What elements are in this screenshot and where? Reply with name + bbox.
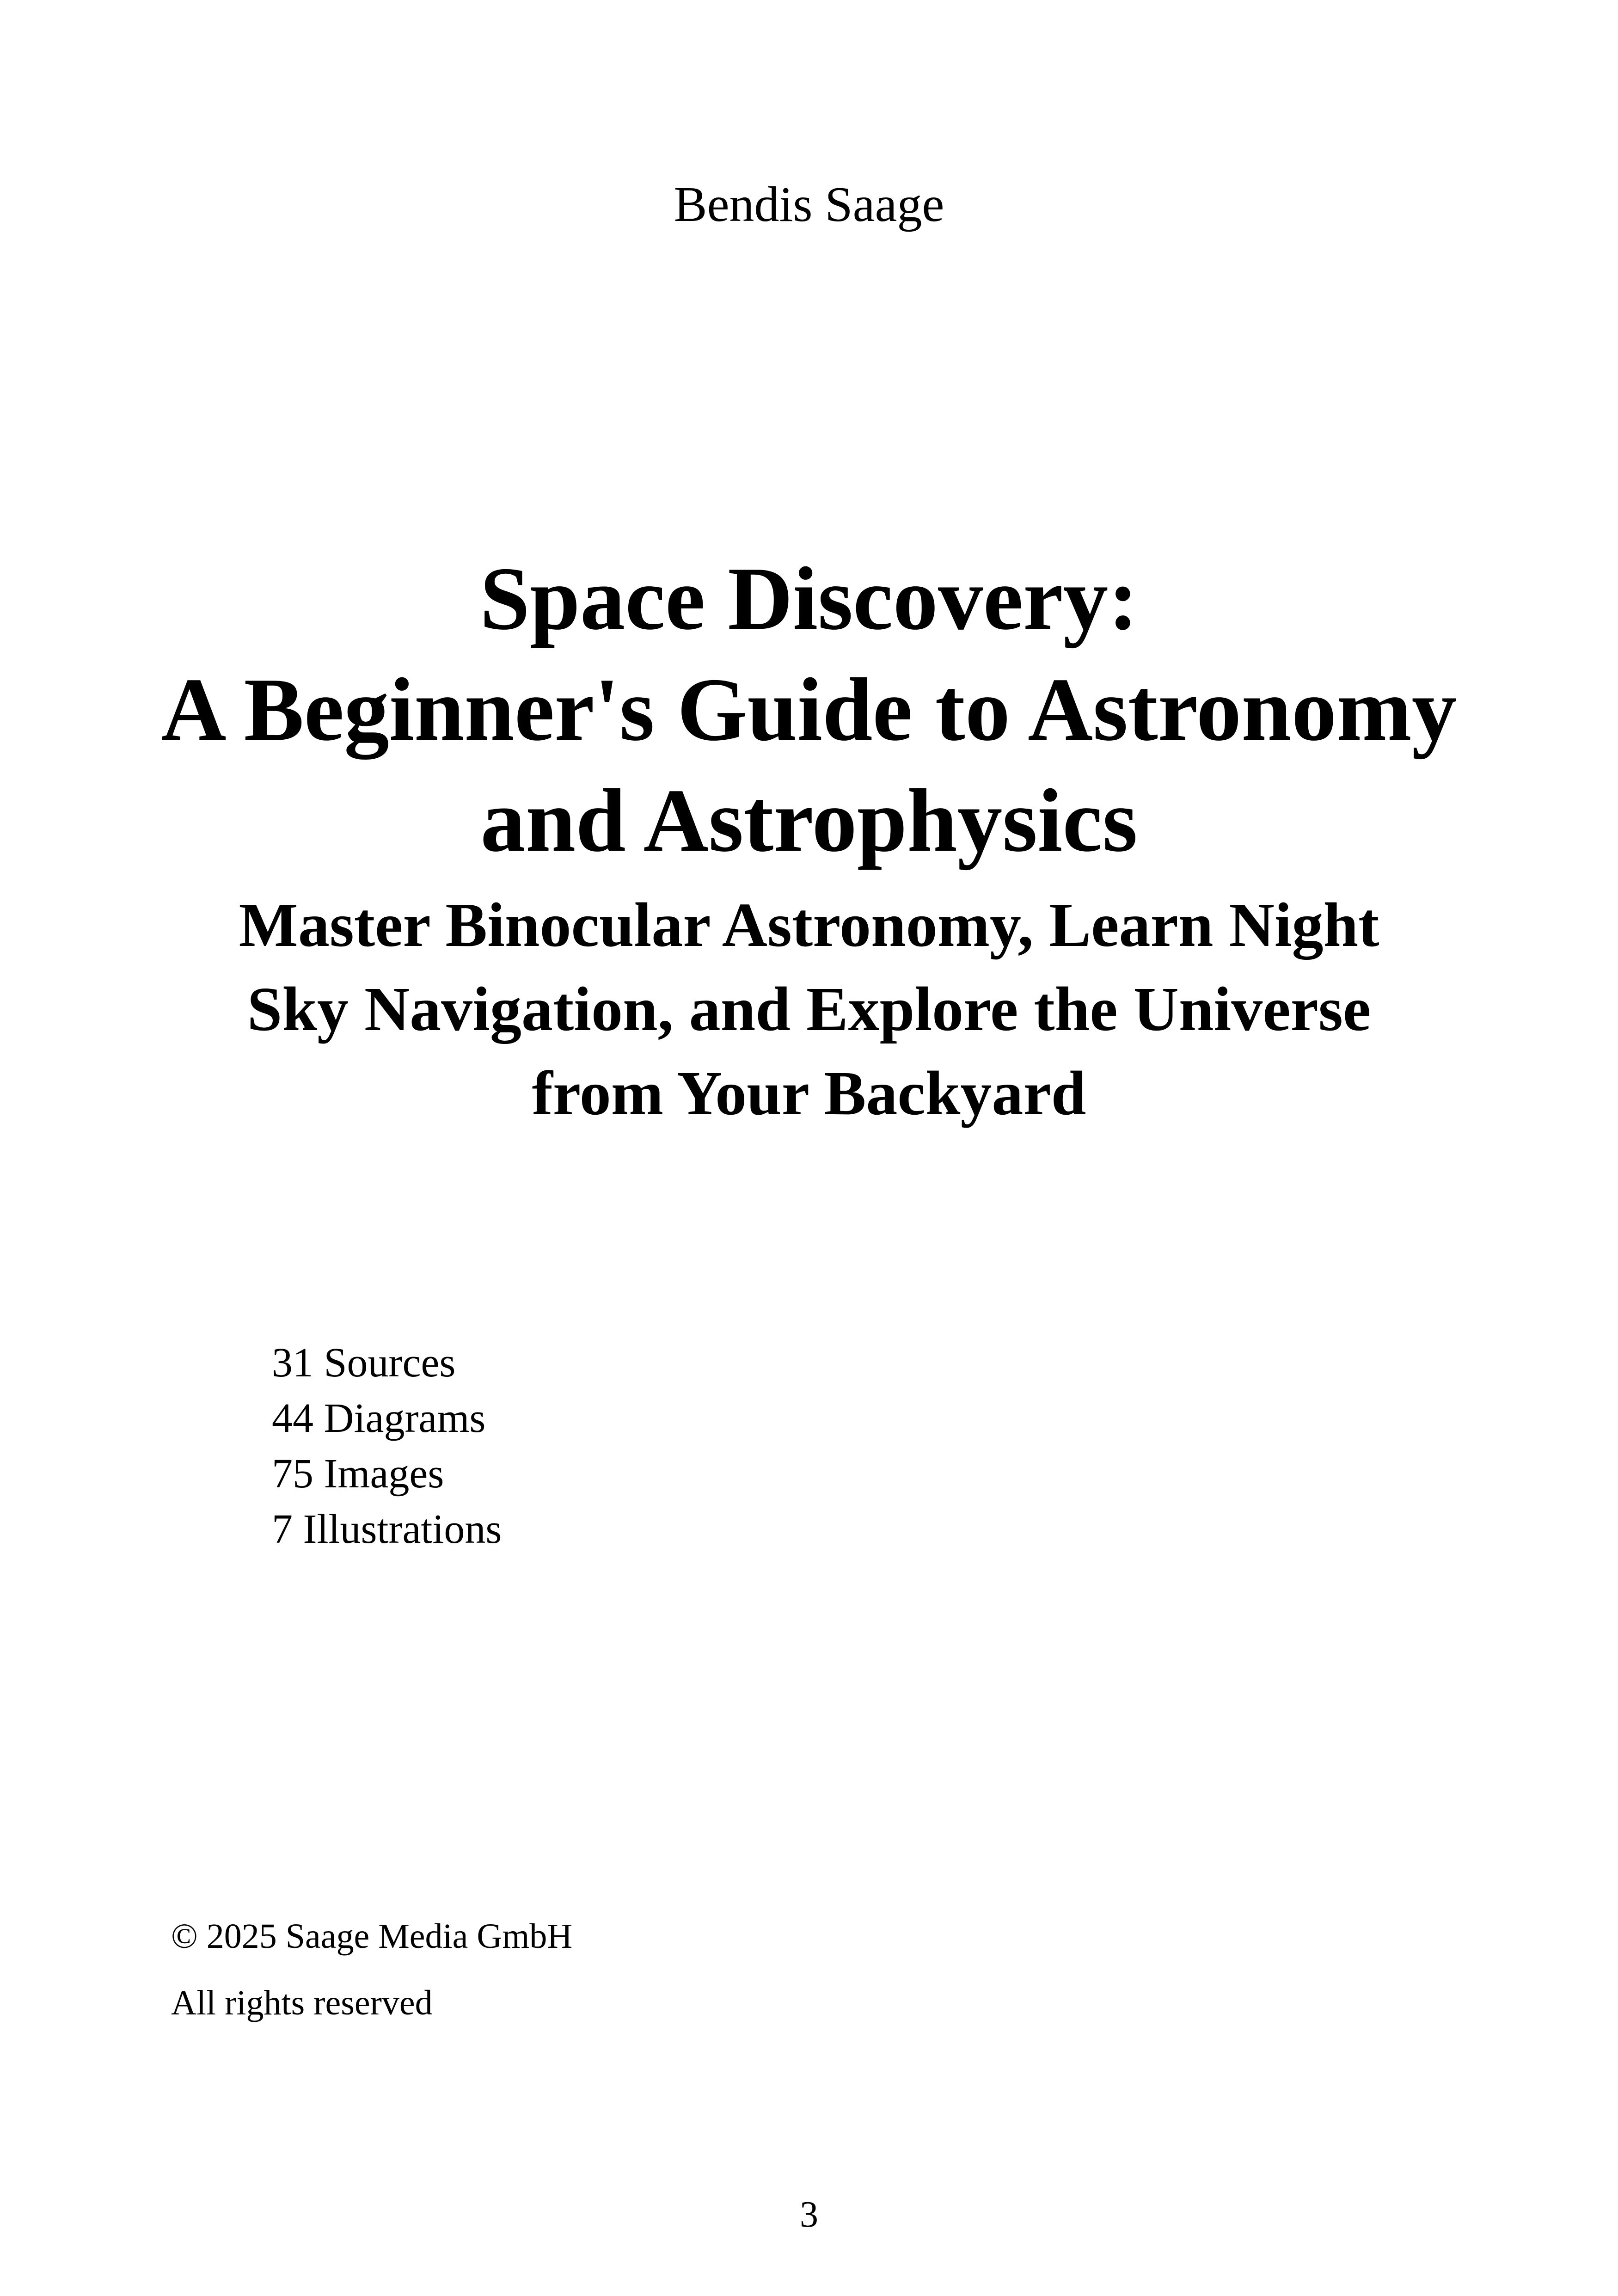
stat-illustrations: 7 Illustrations xyxy=(272,1506,502,1552)
title-line: A Beginner's Guide to Astronomy xyxy=(161,660,1457,760)
book-subtitle xyxy=(0,883,1618,1136)
book-title xyxy=(0,543,1618,876)
title-line: Space Discovery: xyxy=(479,549,1139,649)
stat-diagrams: 44 Diagrams xyxy=(272,1395,486,1441)
subtitle-line: Master Binocular Astronomy, Learn Night xyxy=(239,890,1379,960)
subtitle-line: Sky Navigation, and Explore the Universe xyxy=(247,975,1371,1044)
page-number: 3 xyxy=(800,2194,818,2235)
content-stats-list xyxy=(272,1335,502,1557)
subtitle-line: from Your Backyard xyxy=(532,1059,1086,1128)
copyright-notice: © 2025 Saage Media GmbH xyxy=(171,1917,573,1956)
stat-sources: 31 Sources xyxy=(272,1340,456,1386)
stat-images: 75 Images xyxy=(272,1451,444,1497)
author-name: Bendis Saage xyxy=(674,177,944,232)
title-line: and Astrophysics xyxy=(480,771,1138,871)
rights-notice: All rights reserved xyxy=(171,1983,433,2022)
